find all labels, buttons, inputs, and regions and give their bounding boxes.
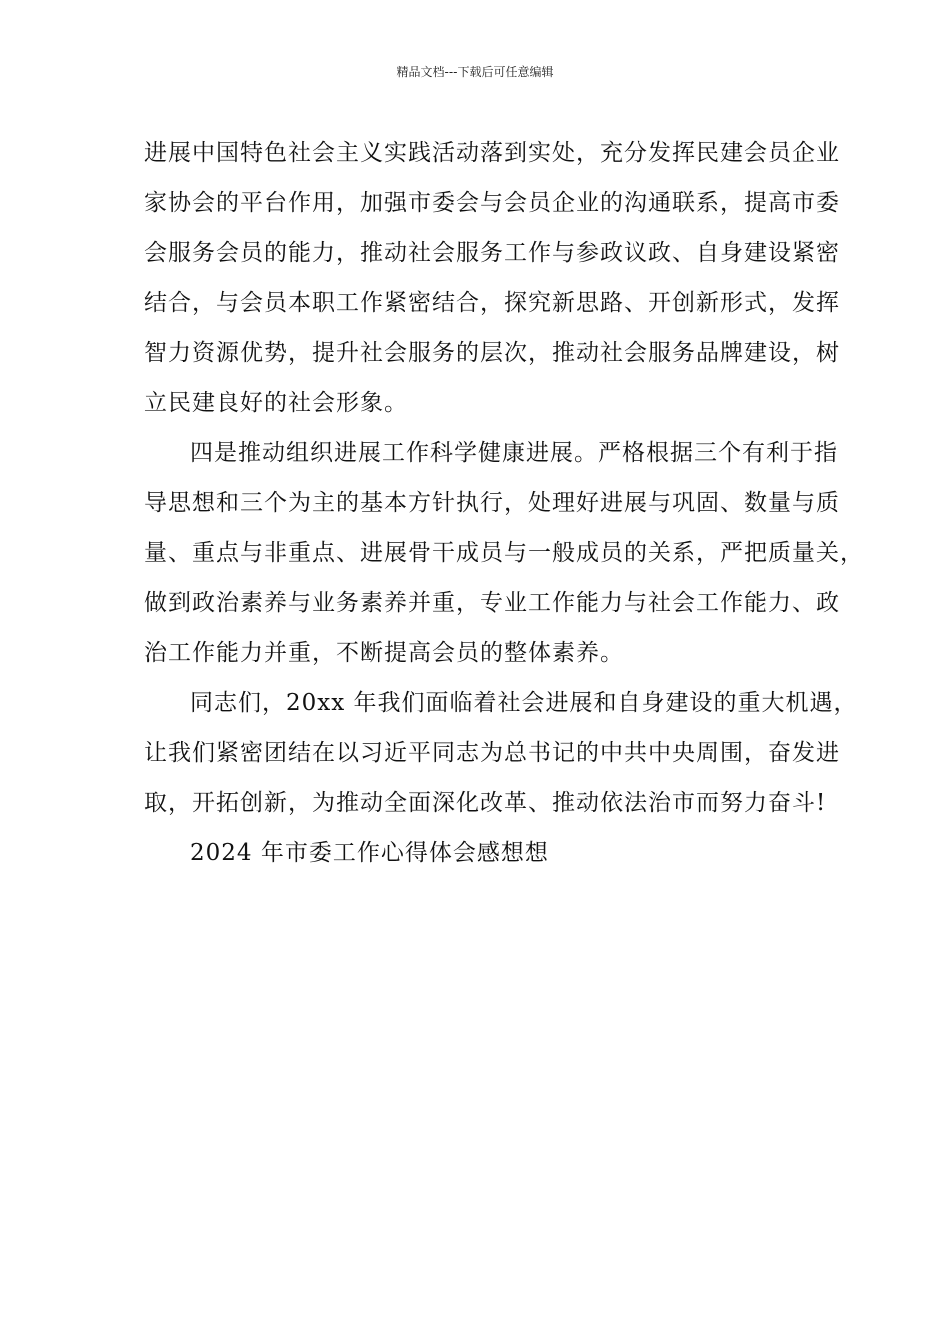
text-line: 取，开拓创新，为推动全面深化改革、推动依法治市而努力奋斗! <box>144 790 827 816</box>
text-line: 家协会的平台作用，加强市委会与会员企业的沟通联系，提高市委 <box>144 190 840 216</box>
text-line: 治工作能力并重，不断提高会员的整体素养。 <box>144 640 624 666</box>
text-line: 做到政治素养与业务素养并重，专业工作能力与社会工作能力、政 <box>144 590 840 616</box>
document-body <box>144 128 864 878</box>
text-line: 导思想和三个为主的基本方针执行，处理好进展与巩固、数量与质 <box>144 490 840 516</box>
text-line: 智力资源优势，提升社会服务的层次，推动社会服务品牌建设，树 <box>144 340 840 366</box>
text-line: 结合，与会员本职工作紧密结合，探究新思路、开创新形式，发挥 <box>144 290 840 316</box>
text-line: 2024 年市委工作心得体会感想想 <box>190 840 549 866</box>
text-line: 立民建良好的社会形象。 <box>144 390 408 416</box>
text-line: 同志们，20xx 年我们面临着社会进展和自身建设的重大机遇， <box>190 690 858 716</box>
text-line: 会服务会员的能力，推动社会服务工作与参政议政、自身建设紧密 <box>144 240 840 266</box>
text-line: 四是推动组织进展工作科学健康进展。严格根据三个有利于指 <box>190 440 838 466</box>
text-line: 进展中国特色社会主义实践活动落到实处，充分发挥民建会员企业 <box>144 140 840 166</box>
page-header: 精品文档---下载后可任意编辑 <box>396 65 554 79</box>
text-line: 让我们紧密团结在以习近平同志为总书记的中共中央周围，奋发进 <box>144 740 840 766</box>
text-line: 量、重点与非重点、进展骨干成员与一般成员的关系，严把质量关， <box>144 540 864 566</box>
